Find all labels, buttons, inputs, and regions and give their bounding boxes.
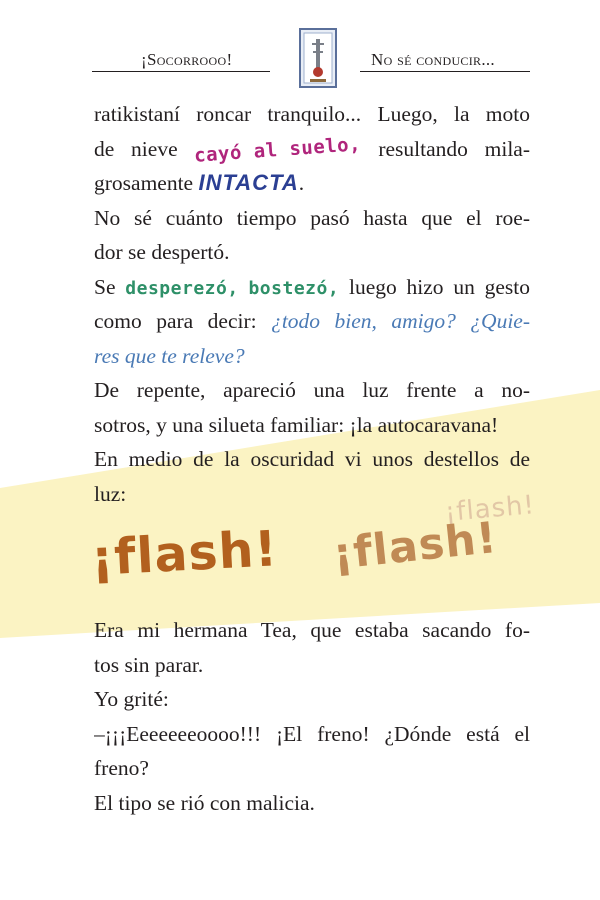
- text-line: [94, 201, 530, 236]
- question-text: ¿todo bien, amigo? ¿Quie-: [271, 309, 530, 333]
- chapter-title: ¡Socorrooo!: [141, 50, 233, 69]
- text-line: [94, 132, 530, 167]
- text-line: [94, 166, 530, 201]
- line-text: grosamente: [94, 171, 194, 195]
- line-text: ratikistaní roncar tranquilo... Luego, la moto: [94, 102, 530, 126]
- line-text: –¡¡¡Eeeeeeeoooo!!! ¡El freno! ¿Dónde está el: [94, 721, 530, 746]
- text-line: [94, 786, 530, 821]
- styled-word-desperezo: desperezó,: [125, 277, 239, 299]
- line-text: Yo grité:: [94, 687, 169, 711]
- line-text: No sé cuánto tiempo pasó hasta que el roe-: [94, 205, 530, 230]
- question-text: res que te releve?: [94, 343, 245, 368]
- styled-word-cayo: cayó al suelo,: [193, 132, 363, 166]
- flash-sound-medium: ¡flash!: [330, 512, 500, 580]
- header-rule-right: [360, 71, 530, 72]
- styled-word-intacta: INTACTA: [198, 170, 299, 195]
- thermometer-emblem-icon: [298, 27, 338, 89]
- line-text: .: [298, 171, 305, 195]
- text-line: [94, 408, 530, 443]
- text-line: [94, 613, 530, 648]
- line-text: freno?: [94, 756, 149, 780]
- line-text: Se: [94, 274, 116, 299]
- line-text: tos sin parar.: [94, 652, 204, 677]
- text-line: [94, 97, 530, 132]
- text-line: [94, 717, 530, 752]
- header-rule-left: [92, 71, 270, 72]
- flash-sound-small: ¡flash!: [443, 490, 537, 528]
- body-text-lower: [94, 613, 530, 820]
- line-text: luego hizo un gesto: [348, 274, 530, 299]
- line-text: El tipo se rió con malicia.: [94, 790, 315, 815]
- text-line: [94, 270, 530, 305]
- line-text: como para decir:: [94, 309, 257, 333]
- flash-sound-large: ¡flash!: [89, 520, 280, 587]
- text-line: [94, 304, 530, 339]
- line-text: De repente, apareció una luz frente a no-: [94, 378, 530, 402]
- text-line: [94, 648, 530, 683]
- text-line: [94, 442, 530, 477]
- text-line: [94, 235, 530, 270]
- line-text: de nieve: [94, 136, 178, 161]
- line-text: Era mi hermana Tea, que estaba sacando fo-: [94, 618, 530, 642]
- text-line: [94, 373, 530, 408]
- line-text: sotros, y una silueta familiar: ¡la autocaravana!: [94, 412, 499, 437]
- text-line: [94, 682, 530, 717]
- text-line: [94, 339, 530, 374]
- styled-word-bostezo: bostezó,: [248, 277, 340, 299]
- line-text: dor se despertó.: [94, 240, 230, 264]
- body-text-upper: [94, 97, 530, 511]
- line-text: resultando mila-: [378, 136, 530, 161]
- text-line: [94, 751, 530, 786]
- line-text: luz:: [94, 481, 127, 506]
- line-text: En medio de la oscuridad vi unos destellos de: [94, 447, 530, 471]
- book-title: No sé conducir...: [371, 50, 495, 69]
